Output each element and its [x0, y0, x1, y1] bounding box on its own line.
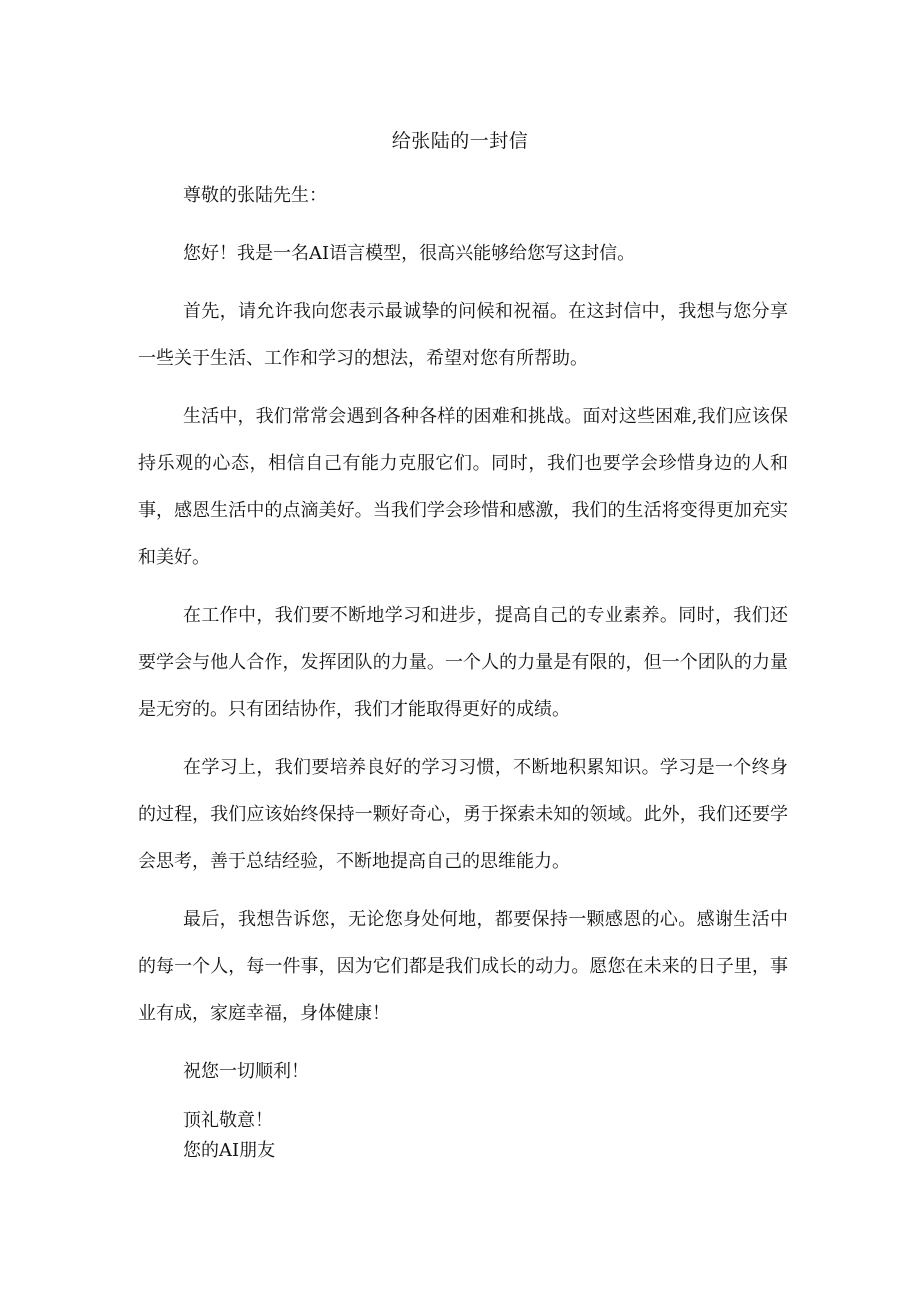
- letter-body: [138, 172, 788, 1166]
- letter-closing: 顶礼敬意！: [183, 1110, 273, 1131]
- letter-signature: 您的AI朋友: [183, 1140, 276, 1161]
- letter-paragraph-1: 您好！我是一名AI语言模型，很高兴能够给您写这封信。: [183, 243, 636, 264]
- letter-paragraph-5: 在学习上，我们要培养良好的学习习惯，不断地积累知识。学习是一个终身的过程，我们应该始终保持一颗好奇心，勇于探索未知的领域。此外，我们还要学会思考，善于总结经验，不断地提高自己的思维能力。: [138, 757, 788, 872]
- letter-paragraph-6: 最后，我想告诉您，无论您身处何地，都要保持一颗感恩的心。感谢生活中的每一个人，每一件事，因为它们都是我们成长的动力。愿您在未来的日子里，事业有成，家庭幸福，身体健康！: [138, 909, 788, 1024]
- letter-wish: 祝您一切顺利！: [183, 1061, 309, 1082]
- letter-paragraph-3: 生活中，我们常常会遇到各种各样的困难和挑战。面对这些困难,我们应该保持乐观的心态，相信自己有能力克服它们。同时，我们也要学会珍惜身边的人和事，感恩生活中的点滴美好。当我们学会珍惜和感激，我们的生活将变得更加充实和美好。: [138, 406, 788, 568]
- letter-title: 给张陆的一封信: [391, 131, 529, 152]
- letter-salutation: 尊敬的张陆先生：: [183, 185, 327, 206]
- letter-paragraph-4: 在工作中，我们要不断地学习和进步，提高自己的专业素养。同时，我们还要学会与他人合作，发挥团队的力量。一个人的力量是有限的，但一个团队的力量是无穷的。只有团结协作，我们才能取得更好的成绩。: [138, 605, 788, 720]
- letter-paragraph-2: 首先，请允许我向您表示最诚挚的问候和祝福。在这封信中，我想与您分享一些关于生活、工作和学习的想法，希望对您有所帮助。: [138, 301, 788, 369]
